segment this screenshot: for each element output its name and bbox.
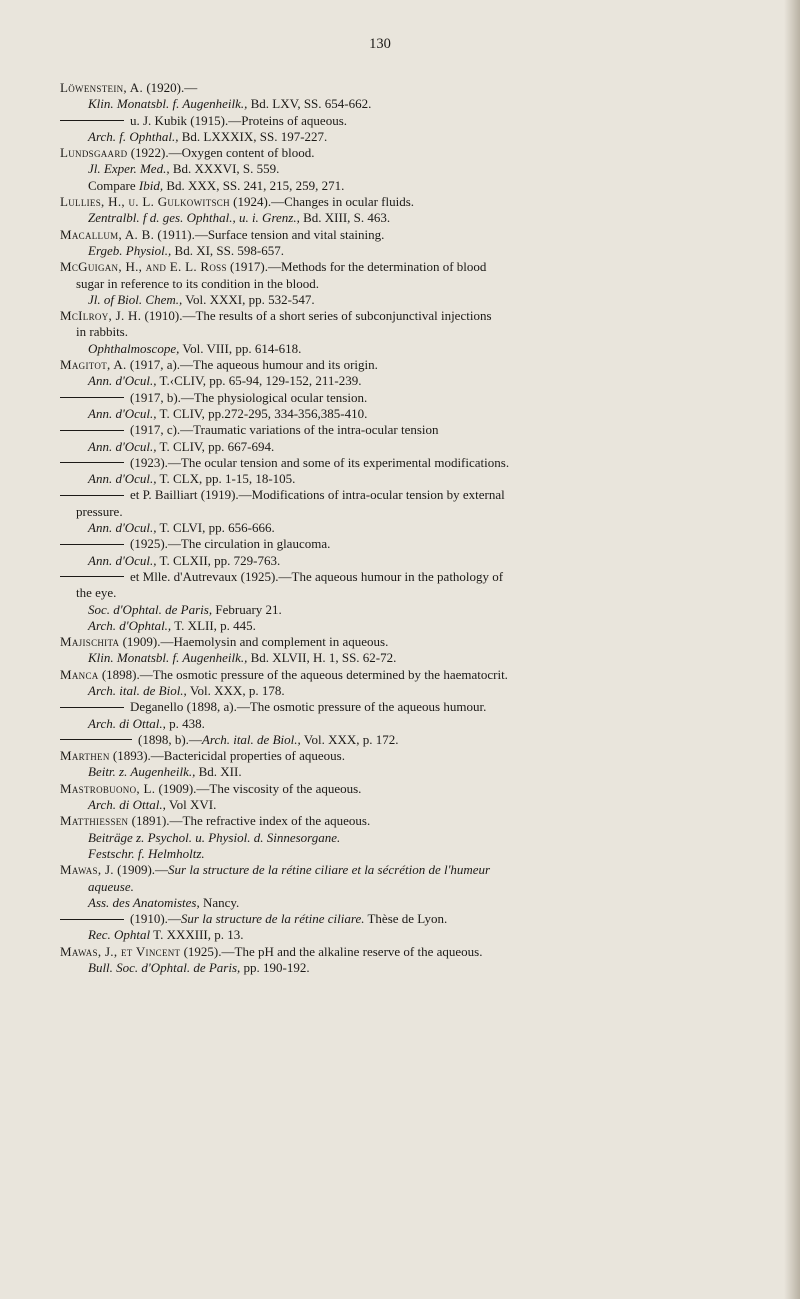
ditto-dash — [60, 430, 124, 431]
publication-details: T. CLIV, pp.272-295, 334-356,385-410. — [156, 405, 368, 421]
bibliography-entry — [60, 259, 765, 308]
publication-title: Arch. di Ottal., — [88, 715, 166, 731]
entry-author: Mawas, J., et Vincent — [60, 943, 181, 959]
entry-publication — [60, 161, 765, 177]
entry-first-line — [60, 732, 765, 748]
entry-text: (1893).—Bactericidal properties of aqueous. — [109, 748, 345, 764]
publication-details: Bd. XII. — [195, 764, 242, 780]
publication-title: Soc. d'Ophtal. de Paris, — [88, 601, 213, 617]
bibliography-entry — [60, 113, 765, 146]
entry-text: Deganello (1898, a).—The osmotic pressure of the aqueous humour. — [130, 699, 487, 715]
entry-first-line — [60, 944, 765, 960]
bibliography-entry — [60, 536, 765, 569]
entry-publication — [60, 243, 765, 259]
bibliography-entry — [60, 487, 765, 536]
entry-text-italic: Sur la structure de la rétine ciliare et la sécrétion de l'humeur — [168, 862, 491, 878]
entry-first-line — [60, 862, 765, 878]
page-edge-shadow — [784, 0, 800, 1299]
entry-first-line — [60, 390, 765, 406]
entry-first-line — [60, 357, 765, 373]
publication-title: Ann. d'Ocul., — [88, 438, 157, 454]
publication-details: Bd. XI, SS. 598-657. — [171, 242, 284, 258]
bibliography-entry — [60, 911, 765, 944]
publication-details: Bd. XIII, S. 463. — [299, 210, 391, 226]
publication-title: Arch. ital. de Biol., — [88, 682, 187, 698]
bibliography-list — [60, 80, 765, 976]
publication-title: Jl. of Biol. Chem., — [88, 291, 183, 307]
entry-text: (1910).— — [130, 911, 181, 927]
entry-text: et Mlle. d'Autrevaux (1925).—The aqueous humour in the pathology of — [130, 568, 504, 584]
ditto-dash — [60, 919, 124, 920]
entry-publication — [60, 210, 765, 226]
entry-publication — [60, 602, 765, 618]
publication-details: Bd. XXXVI, S. 559. — [169, 161, 280, 177]
entry-text: (1925).—The pH and the alkaline reserve of the aqueous. — [180, 943, 483, 959]
entry-text: (1917, a).—The aqueous humour and its origin. — [126, 357, 378, 373]
ditto-dash — [60, 495, 124, 496]
publication-title: Bull. Soc. d'Ophtal. de Paris, — [88, 960, 241, 976]
publication-title: Arch. di Ottal., — [88, 797, 166, 813]
entry-text: (1909).— — [113, 862, 169, 878]
entry-text: (1910).—The results of a short series of subconjunctival injections — [141, 308, 492, 324]
entry-first-line — [60, 536, 765, 552]
publication-details: Bd. LXXXIX, SS. 197-227. — [178, 128, 328, 144]
entry-author: Macallum, A. B. — [60, 226, 155, 242]
entry-publication — [60, 960, 765, 976]
publication-details: T. CLVI, pp. 656-666. — [156, 520, 275, 536]
entry-first-line — [60, 813, 765, 829]
entry-publication — [60, 683, 765, 699]
publication-details: Vol. VIII, pp. 614-618. — [179, 340, 302, 356]
publication-title: Ergeb. Physiol., — [88, 242, 172, 258]
bibliography-entry — [60, 748, 765, 781]
publication-details: Bd. LXV, SS. 654-662. — [247, 96, 372, 112]
entry-publication — [60, 341, 765, 357]
entry-continuation-text: aqueuse. — [88, 878, 134, 894]
entry-first-line — [60, 781, 765, 797]
entry-text: (1891).—The refractive index of the aqueous. — [128, 813, 371, 829]
entry-first-line — [60, 113, 765, 129]
compare-ibid: Ibid, — [138, 177, 164, 193]
ditto-dash — [60, 120, 124, 121]
entry-publication — [60, 96, 765, 112]
publication-title: Arch. d'Ophtal., — [88, 617, 172, 633]
publication-details: T. CLIV, pp. 667-694. — [156, 438, 275, 454]
entry-continuation — [60, 504, 765, 520]
bibliography-entry — [60, 732, 765, 748]
entry-author: Majischita — [60, 634, 120, 650]
publication-details: Vol XVI. — [165, 797, 217, 813]
publication-title: Ann. d'Ocul., — [88, 552, 157, 568]
publication-details: pp. 190-192. — [240, 960, 310, 976]
publication-title: Ann. d'Ocul., — [88, 520, 157, 536]
publication-details: Bd. XLVII, H. 1, SS. 62-72. — [247, 650, 397, 666]
entry-first-line — [60, 145, 765, 161]
publication-title: Ass. des Anatomistes, — [88, 894, 200, 910]
entry-text-italic: Sur la structure de la rétine ciliare. — [180, 911, 365, 927]
compare-details: Bd. XXX, SS. 241, 215, 259, 271. — [163, 177, 345, 193]
entry-author: McGuigan, H., and E. L. Ross — [60, 259, 227, 275]
entry-text: (1917, c).—Traumatic variations of the intra-ocular tension — [130, 422, 439, 438]
ditto-dash — [60, 739, 132, 740]
entry-publication — [60, 764, 765, 780]
bibliography-entry — [60, 699, 765, 732]
bibliography-entry — [60, 308, 765, 357]
entry-publication — [60, 439, 765, 455]
entry-author: Mastrobuono, L. — [60, 780, 156, 796]
entry-text: (1898).—The osmotic pressure of the aqueous determined by the haematocrit. — [98, 666, 508, 682]
entry-author: Magitot, A. — [60, 357, 127, 373]
entry-publication — [60, 895, 765, 911]
entry-compare-line — [60, 178, 765, 194]
entry-first-line — [60, 227, 765, 243]
entry-publication — [60, 716, 765, 732]
bibliography-entry — [60, 145, 765, 194]
entry-author: McIlroy, J. H. — [60, 308, 142, 324]
bibliography-entry — [60, 390, 765, 423]
entry-text: (1898, b).— — [138, 731, 202, 747]
entry-publication — [60, 830, 765, 846]
entry-text: et P. Bailliart (1919).—Modifications of intra-ocular tension by external — [130, 487, 505, 503]
entry-continuation — [60, 585, 765, 601]
entry-text: u. J. Kubik (1915).—Proteins of aqueous. — [130, 112, 348, 128]
entry-first-line — [60, 699, 765, 715]
entry-text-post: Vol. XXX, p. 172. — [300, 731, 399, 747]
entry-text: (1909).—The viscosity of the aqueous. — [155, 780, 362, 796]
publication-details: T.‹CLIV, pp. 65-94, 129-152, 211-239. — [156, 373, 362, 389]
publication-details: February 21. — [212, 601, 282, 617]
page-number: 130 — [369, 36, 391, 52]
entry-continuation — [60, 879, 765, 895]
entry-first-line — [60, 487, 765, 503]
entry-first-line — [60, 194, 765, 210]
bibliography-entry — [60, 422, 765, 455]
entry-first-line — [60, 422, 765, 438]
entry-first-line — [60, 80, 765, 96]
bibliography-entry — [60, 781, 765, 814]
entry-continuation — [60, 276, 765, 292]
entry-text: (1909).—Haemolysin and complement in aqueous. — [119, 634, 389, 650]
entry-first-line — [60, 455, 765, 471]
publication-title: Klin. Monatsbl. f. Augenheilk., — [88, 650, 248, 666]
entry-continuation-text: pressure. — [76, 503, 123, 519]
publication-title: Beiträge z. Psychol. u. Physiol. d. Sinnesorgane. — [88, 829, 341, 845]
publication-title: Ann. d'Ocul., — [88, 405, 157, 421]
publication-title: Festschr. f. Helmholtz. — [88, 845, 205, 861]
publication-title: Rec. Ophtal — [88, 927, 151, 943]
bibliography-entry — [60, 357, 765, 390]
entry-first-line — [60, 748, 765, 764]
entry-author: Lundsgaard — [60, 145, 128, 161]
entry-publication — [60, 129, 765, 145]
publication-details: T. XLII, p. 445. — [171, 617, 256, 633]
entry-text: (1917).—Methods for the determination of blood — [226, 259, 487, 275]
publication-title: Beitr. z. Augenheilk., — [88, 764, 196, 780]
entry-author: Marthen — [60, 748, 110, 764]
bibliography-entry — [60, 80, 765, 113]
entry-publication — [60, 650, 765, 666]
entry-text: (1923).—The ocular tension and some of its experimental modifications. — [130, 454, 510, 470]
entry-text: (1911).—Surface tension and vital staining. — [154, 226, 385, 242]
publication-details: Nancy. — [199, 894, 240, 910]
entry-author: Matthiessen — [60, 813, 129, 829]
bibliography-entry — [60, 455, 765, 488]
ditto-dash — [60, 707, 124, 708]
bibliography-entry — [60, 862, 765, 911]
entry-text-italic: Arch. ital. de Biol., — [201, 731, 301, 747]
entry-continuation-text: the eye. — [76, 585, 117, 601]
entry-text-post: Thèse de Lyon. — [364, 911, 448, 927]
publication-details: T. XXXIII, p. 13. — [150, 927, 244, 943]
entry-publication — [60, 553, 765, 569]
publication-details: Vol. XXX, p. 178. — [186, 682, 285, 698]
entry-publication — [60, 520, 765, 536]
entry-author: Mawas, J. — [60, 862, 114, 878]
entry-publication — [60, 292, 765, 308]
entry-author: Manca — [60, 666, 99, 682]
entry-text: (1925).—The circulation in glaucoma. — [130, 536, 331, 552]
entry-publication — [60, 618, 765, 634]
entry-first-line — [60, 308, 765, 324]
publication-details: T. CLXII, pp. 729-763. — [156, 552, 281, 568]
publication-details: Vol. XXXI, pp. 532-547. — [182, 291, 315, 307]
entry-continuation — [60, 324, 765, 340]
publication-details: p. 438. — [165, 715, 205, 731]
entry-continuation-text: sugar in reference to its condition in the blood. — [76, 275, 319, 291]
entry-publication — [60, 373, 765, 389]
bibliography-entry — [60, 813, 765, 862]
publication-title: Ophthalmoscope, — [88, 340, 180, 356]
ditto-dash — [60, 397, 124, 398]
entry-publication — [60, 927, 765, 943]
entry-publication — [60, 846, 765, 862]
entry-author: Löwenstein, A. — [60, 80, 144, 95]
ditto-dash — [60, 576, 124, 577]
entry-first-line — [60, 667, 765, 683]
bibliography-entry — [60, 634, 765, 667]
ditto-dash — [60, 544, 124, 545]
entry-continuation-text: in rabbits. — [76, 324, 128, 340]
entry-first-line — [60, 911, 765, 927]
publication-title: Jl. Exper. Med., — [88, 161, 170, 177]
publication-title: Arch. f. Ophthal., — [88, 128, 179, 144]
publication-title: Ann. d'Ocul., — [88, 373, 157, 389]
entry-publication — [60, 471, 765, 487]
entry-text: (1920).— — [143, 80, 198, 95]
entry-first-line — [60, 259, 765, 275]
entry-first-line — [60, 569, 765, 585]
compare-prefix: Compare — [88, 177, 139, 193]
entry-text: (1924).—Changes in ocular fluids. — [229, 194, 415, 210]
publication-title: Klin. Monatsbl. f. Augenheilk., — [88, 96, 248, 112]
entry-text: (1922).—Oxygen content of blood. — [127, 145, 315, 161]
entry-publication — [60, 797, 765, 813]
bibliography-entry — [60, 569, 765, 634]
entry-publication — [60, 406, 765, 422]
bibliography-entry — [60, 667, 765, 700]
publication-title: Zentralbl. f d. ges. Ophthal., u. i. Grenz., — [88, 210, 300, 226]
publication-details: T. CLX, pp. 1-15, 18-105. — [156, 471, 296, 487]
entry-text: (1917, b).—The physiological ocular tension. — [130, 389, 368, 405]
bibliography-entry — [60, 194, 765, 227]
publication-title: Ann. d'Ocul., — [88, 471, 157, 487]
bibliography-entry — [60, 944, 765, 977]
entry-author: Lullies, H., u. L. Gulkowitsch — [60, 194, 230, 210]
ditto-dash — [60, 462, 124, 463]
entry-first-line — [60, 634, 765, 650]
bibliography-entry — [60, 227, 765, 260]
